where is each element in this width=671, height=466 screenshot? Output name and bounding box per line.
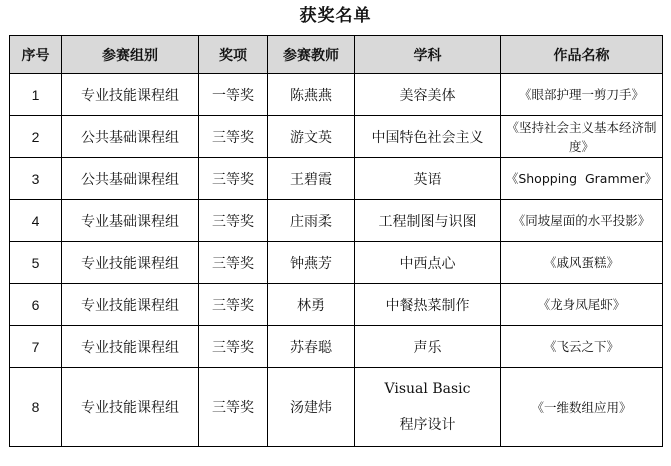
table-row [10,368,663,447]
cell-subject: 中西点心 [355,242,501,284]
column-header-subject: 学科 [355,36,501,74]
cell-index: 6 [10,284,62,326]
cell-index: 5 [10,242,62,284]
column-header-group: 参赛组别 [62,36,199,74]
column-header-teacher: 参赛教师 [268,36,355,74]
cell-subject: 声乐 [355,326,501,368]
cell-group: 公共基础课程组 [62,116,199,158]
cell-index: 7 [10,326,62,368]
table-row [10,158,663,200]
cell-work: 《戚风蛋糕》 [501,242,663,284]
cell-work: 《坚持社会主义基本经济制度》 [501,116,663,158]
cell-group: 专业基础课程组 [62,200,199,242]
cell-teacher: 林勇 [268,284,355,326]
cell-index: 4 [10,200,62,242]
cell-group: 专业技能课程组 [62,74,199,116]
cell-index: 3 [10,158,62,200]
cell-subject: 工程制图与识图 [355,200,501,242]
cell-teacher: 陈燕燕 [268,74,355,116]
table-row [10,326,663,368]
cell-subject: 美容美体 [355,74,501,116]
cell-subject: 英语 [355,158,501,200]
column-header-award: 奖项 [199,36,268,74]
cell-award: 三等奖 [199,326,268,368]
cell-award: 三等奖 [199,368,268,447]
cell-award: 三等奖 [199,200,268,242]
table-header-row [10,36,663,74]
page-title: 获奖名单 [299,6,372,26]
cell-subject: 中国特色社会主义 [355,116,501,158]
cell-subject [355,368,501,447]
cell-teacher: 汤建炜 [268,368,355,447]
cell-award: 三等奖 [199,158,268,200]
cell-teacher: 王碧霞 [268,158,355,200]
cell-group: 公共基础课程组 [62,158,199,200]
cell-teacher: 苏春聪 [268,326,355,368]
awards-table [9,35,663,447]
cell-teacher: 游文英 [268,116,355,158]
cell-work: 《一维数组应用》 [501,368,663,447]
cell-subject-line: Visual Basic [384,381,471,397]
cell-index: 8 [10,368,62,447]
cell-group: 专业技能课程组 [62,326,199,368]
cell-work: 《同坡屋面的水平投影》 [501,200,663,242]
cell-work: 《龙身凤尾虾》 [501,284,663,326]
cell-group: 专业技能课程组 [62,368,199,447]
cell-group: 专业技能课程组 [62,242,199,284]
cell-teacher: 钟燕芳 [268,242,355,284]
cell-group: 专业技能课程组 [62,284,199,326]
cell-index: 1 [10,74,62,116]
cell-work: 《眼部护理一剪刀手》 [501,74,663,116]
table-row [10,284,663,326]
cell-work: 《飞云之下》 [501,326,663,368]
column-header-work: 作品名称 [501,36,663,74]
cell-teacher: 庄雨柔 [268,200,355,242]
column-header-index: 序号 [10,36,62,74]
cell-subject-line: 程序设计 [399,417,456,433]
cell-index: 2 [10,116,62,158]
table-row [10,200,663,242]
cell-award: 三等奖 [199,116,268,158]
cell-award: 三等奖 [199,284,268,326]
cell-award: 三等奖 [199,242,268,284]
table-row [10,74,663,116]
cell-award: 一等奖 [199,74,268,116]
cell-subject: 中餐热菜制作 [355,284,501,326]
table-row [10,116,663,158]
cell-work: 《Shopping Grammer》 [501,158,663,200]
table-row [10,242,663,284]
